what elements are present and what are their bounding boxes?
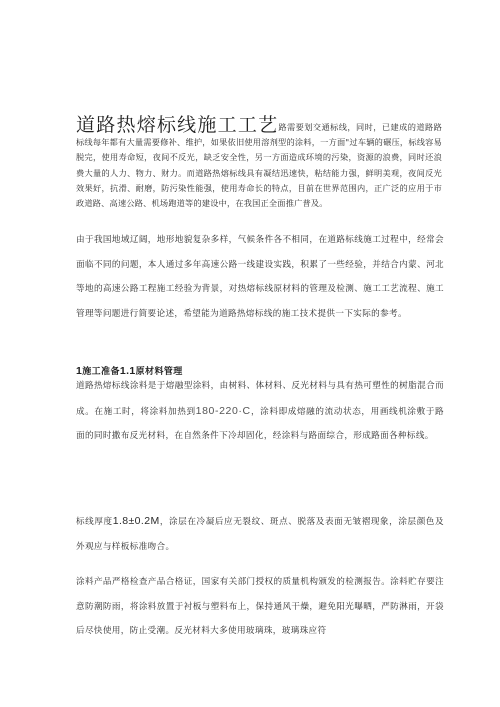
paragraph-text: ，涂层在冷凝后应无裂纹、斑点、脱落及表面无皱褶现象，涂层颜色及外观应与样板标准吻合。 bbox=[76, 517, 444, 552]
paragraph-thickness bbox=[76, 509, 444, 559]
paragraph-material-description bbox=[76, 374, 444, 449]
temperature-range: 180-220·C bbox=[195, 404, 251, 417]
section-number: 1 bbox=[76, 365, 83, 377]
paragraph-storage: 涂料产品严格检查产品合格证，国家有关部门授权的质量机构颁发的检测报告。涂料贮存要注意防潮防雨，将涂料放置于衬板与塑料布上，保持通风干燥，避免阳光曝晒，严防淋雨，开袋后尽快使用，防止受潮。反光材料大多使用玻璃珠，玻璃珠应符 bbox=[76, 577, 444, 637]
paragraph-text: 标线厚度 bbox=[76, 517, 113, 527]
subsection-title: 原材料管理 bbox=[135, 367, 183, 377]
paragraph-text: 道路热熔标线涂料是于熔融型涂料，由树料、体材料、反光材料与具有热可塑性的树脂混合而成。在施工时，将涂料加热到 bbox=[76, 381, 444, 417]
document-title: 道路热熔标线施工工艺 bbox=[76, 114, 279, 136]
intro-paragraph bbox=[76, 114, 442, 211]
subsection-number: 1.1 bbox=[119, 365, 136, 377]
paragraph-background: 由于我国地域辽阔，地形地貌复杂多样，气候条件各不相同，在道路标线施工过程中，经常会面临不同的问题，本人通过多年高速公路一线建设实践，积累了一些经验，并结合内蒙、河北等地的高速公路工程施工经验为背景，对热熔标线原材料的管理及检测、施工工艺流程、施工管理等问题进行简要论述，希望能为道路热熔标线的施工技术提供一下实际的参考。 bbox=[76, 235, 444, 319]
intro-text: 路需要划交通标线，同时，已建成的道路路标线每年都有大量需要修补、维护，如果依旧使用溶剂型的涂料，一方面"过车辆的碾压，标线容易脱完，使用寿命短，夜间不反光，缺乏安全性，另一方面造成环境的污染，资源的浪费，同时还浪费大量的人力、物力、财力。而道路热熔标线具有凝结迅速快，粘结能力强，鲜明美观，夜间反光效果好，抗滑、耐磨，防污染性能强，使用寿命长的特点，目前在世界范围内，正广泛的应用于市政道路、高速公路、机场跑道等的建设中，在我国正全面推广普及。 bbox=[76, 122, 442, 209]
section-title: 施工准备 bbox=[82, 367, 120, 377]
thickness-value: 1.8±0.2M bbox=[112, 515, 160, 527]
paragraph-text: ，涂料即成熔融的流动状态，用画线机涂敷于路面的同时撒布反光材料，在自然条件下冷却固化，经涂料与路面综合，形成路面各种标线。 bbox=[76, 406, 444, 442]
